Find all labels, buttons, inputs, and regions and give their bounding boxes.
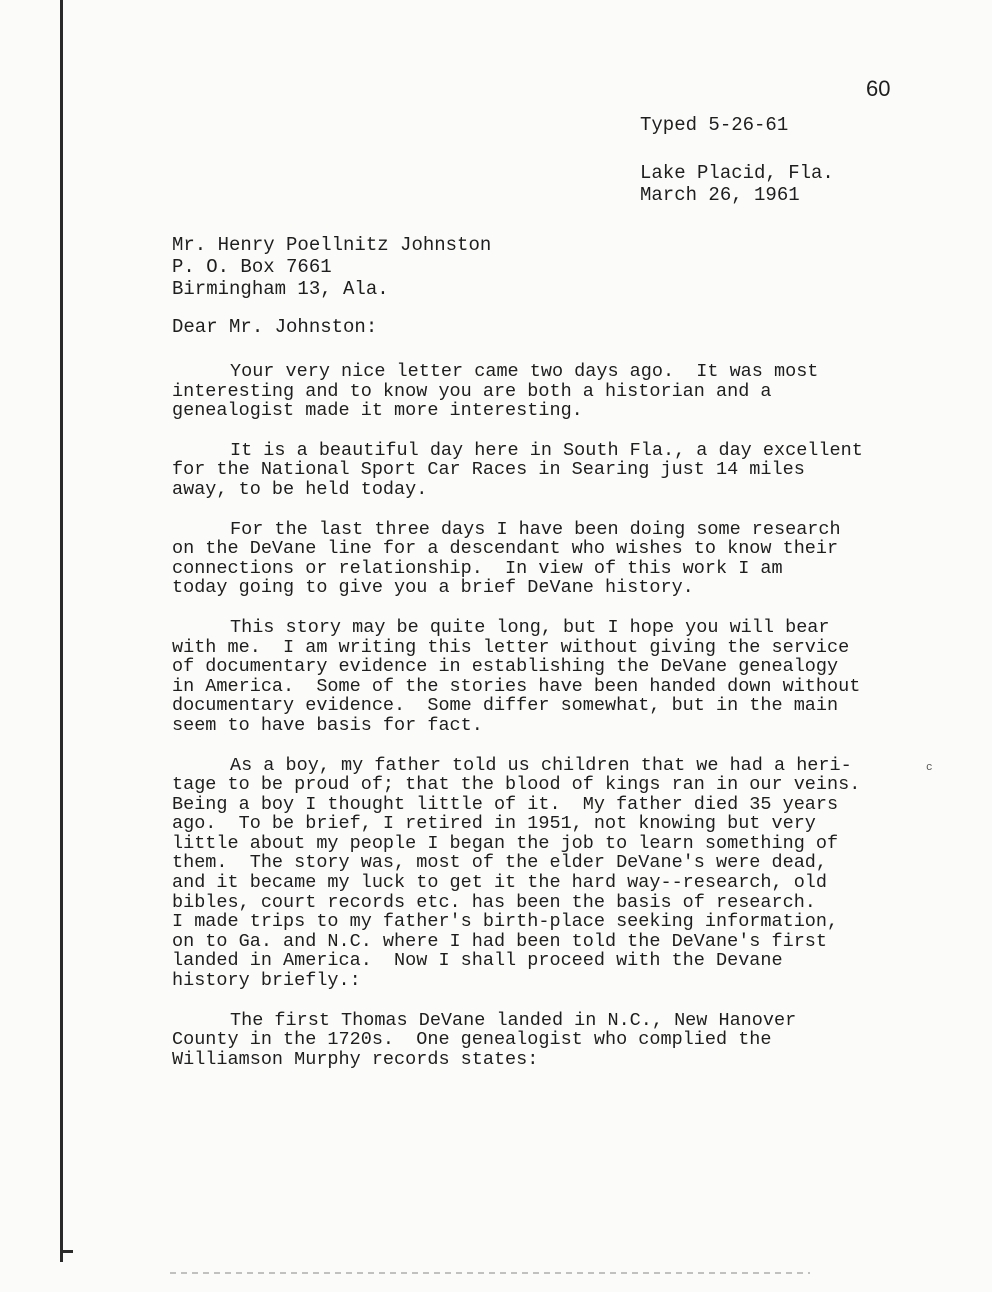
paragraph-line: tage to be proud of; that the blood of kings ran in our veins. [172, 774, 861, 796]
paragraph-line: and it became my luck to get it the hard way--research, old [172, 872, 828, 894]
paragraph-line: on the DeVane line for a descendant who wishes to know their [172, 538, 839, 560]
paragraph-line: Your very nice letter came two days ago. It was most [230, 361, 819, 382]
letter-paragraph [172, 362, 932, 421]
paragraph-line: Williamson Murphy records states: [172, 1048, 539, 1070]
paragraph-line: genealogist made it more interesting. [172, 400, 583, 422]
letter-paragraph [172, 441, 932, 500]
paragraph-line: This story may be quite long, but I hope you will bear [230, 616, 830, 638]
paragraph-line: on to Ga. and N.C. where I had been told the DeVane's first [172, 930, 828, 952]
scan-smudge [170, 1272, 810, 1274]
paragraph-line: seem to have basis for fact. [172, 714, 483, 736]
paragraph-line: them. The story was, most of the elder DeVane's were dead, [172, 852, 828, 874]
paragraph-line: County in the 1720s. One genealogist who complied the [172, 1029, 772, 1051]
paragraph-line: landed in America. Now I shall proceed with the Devane [172, 950, 783, 972]
dateline-place: Lake Placid, Fla. [640, 162, 834, 184]
paragraph-line: The first Thomas DeVane landed in N.C., New Hanover [230, 1009, 797, 1031]
paragraph-line: in America. Some of the stories have been handed down without [172, 675, 861, 697]
recipient-address [172, 234, 491, 300]
paragraph-line: ago. To be brief, I retired in 1951, not knowing but very [172, 813, 816, 835]
paragraph-line: for the National Sport Car Races in Searing just 14 miles [172, 459, 805, 481]
margin-tick-mark [63, 1250, 73, 1253]
letter-body [172, 362, 932, 1089]
letter-paragraph [172, 1011, 932, 1070]
paragraph-line: of documentary evidence in establishing the DeVane genealogy [172, 656, 839, 678]
paragraph-line: history briefly.: [172, 970, 361, 992]
paragraph-line: little about my people I began the job to learn something of [172, 832, 839, 854]
recipient-name: Mr. Henry Poellnitz Johnston [172, 234, 492, 256]
typed-date-note: Typed 5-26-61 [640, 114, 789, 136]
stray-mark: c [926, 762, 933, 774]
paragraph-line: documentary evidence. Some differ somewhat, but in the main [172, 695, 839, 717]
left-margin-rule [60, 0, 63, 1262]
paragraph-line: interesting and to know you are both a historian and a [172, 380, 772, 402]
recipient-box: P. O. Box 7661 [172, 256, 332, 278]
paragraph-line: It is a beautiful day here in South Fla., a day excellent [230, 439, 863, 461]
letter-paragraph [172, 618, 932, 736]
paragraph-line: with me. I am writing this letter without giving the service [172, 636, 850, 658]
paragraph-line: today going to give you a brief DeVane history. [172, 577, 694, 599]
paragraph-line: For the last three days I have been doing some research [230, 518, 841, 540]
page-number: 60 [866, 76, 891, 101]
dateline-date: March 26, 1961 [640, 184, 800, 206]
letter-paragraph [172, 756, 932, 991]
salutation: Dear Mr. Johnston: [172, 316, 378, 338]
recipient-city: Birmingham 13, Ala. [172, 278, 389, 300]
dateline [640, 162, 834, 206]
letter-paragraph [172, 520, 932, 598]
paragraph-line: away, to be held today. [172, 478, 428, 500]
paragraph-line: Being a boy I thought little of it. My father died 35 years [172, 793, 839, 815]
paragraph-line: As a boy, my father told us children that we had a heri- [230, 754, 852, 776]
paragraph-line: bibles, court records etc. has been the basis of research. [172, 891, 816, 913]
paragraph-line: connections or relationship. In view of this work I am [172, 557, 783, 579]
paragraph-line: I made trips to my father's birth-place seeking information, [172, 911, 839, 933]
